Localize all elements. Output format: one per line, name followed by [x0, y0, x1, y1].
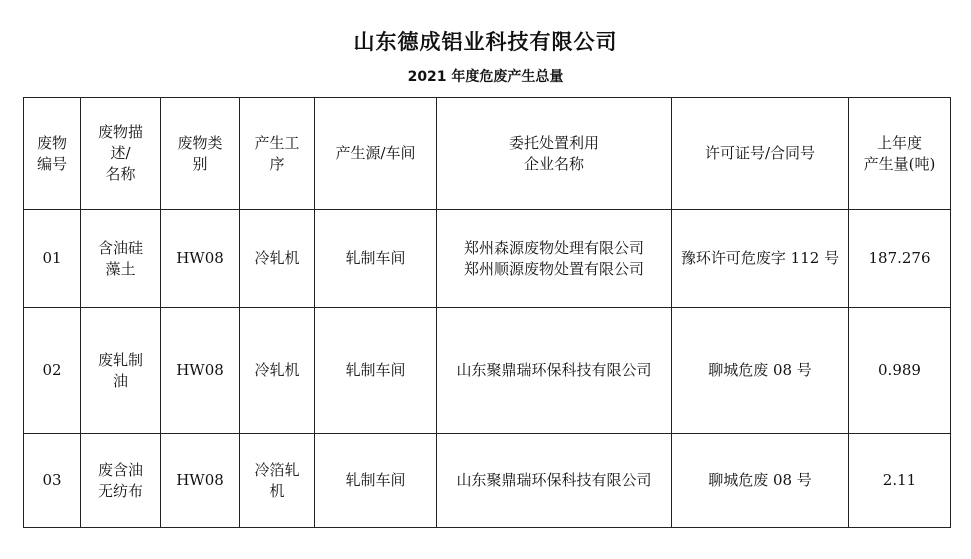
document-title: 山东德成铝业科技有限公司	[353, 30, 618, 54]
cell-waste-category: HW08	[161, 308, 240, 434]
cell-amount: 187.276	[849, 210, 951, 308]
cell-license-number: 豫环许可危废字 112 号	[672, 210, 849, 308]
table-row	[24, 210, 951, 308]
table-row	[24, 308, 951, 434]
cell-waste-code: 03	[24, 434, 81, 528]
header-process: 产生工 序	[240, 98, 315, 210]
table-row	[24, 434, 951, 528]
cell-license-number: 聊城危废 08 号	[672, 434, 849, 528]
table-header-row	[24, 98, 951, 210]
cell-disposal-company: 郑州森源废物处理有限公司 郑州顺源废物处置有限公司	[437, 210, 672, 308]
cell-source-workshop: 轧制车间	[315, 210, 437, 308]
cell-waste-category: HW08	[161, 210, 240, 308]
cell-disposal-company: 山东聚鼎瑞环保科技有限公司	[437, 434, 672, 528]
cell-waste-code: 02	[24, 308, 81, 434]
header-waste-code: 废物 编号	[24, 98, 81, 210]
cell-process: 冷轧机	[240, 210, 315, 308]
cell-license-number: 聊城危废 08 号	[672, 308, 849, 434]
cell-waste-name: 废含油 无纺布	[81, 434, 161, 528]
cell-amount: 0.989	[849, 308, 951, 434]
header-waste-name: 废物描 述/ 名称	[81, 98, 161, 210]
cell-source-workshop: 轧制车间	[315, 434, 437, 528]
cell-waste-category: HW08	[161, 434, 240, 528]
cell-process: 冷箔轧 机	[240, 434, 315, 528]
document-subtitle: 2021 年度危废产生总量	[407, 69, 564, 85]
header-last-year-amount: 上年度 产生量(吨)	[849, 98, 951, 210]
cell-waste-name: 含油硅 藻土	[81, 210, 161, 308]
header-waste-category: 废物类 别	[161, 98, 240, 210]
cell-process: 冷轧机	[240, 308, 315, 434]
cell-waste-name: 废轧制 油	[81, 308, 161, 434]
header-license-number: 许可证号/合同号	[672, 98, 849, 210]
header-disposal-company: 委托处置利用 企业名称	[437, 98, 672, 210]
cell-source-workshop: 轧制车间	[315, 308, 437, 434]
header-source-workshop: 产生源/车间	[315, 98, 437, 210]
cell-amount: 2.11	[849, 434, 951, 528]
cell-disposal-company: 山东聚鼎瑞环保科技有限公司	[437, 308, 672, 434]
cell-waste-code: 01	[24, 210, 81, 308]
hazardous-waste-table	[23, 97, 951, 528]
